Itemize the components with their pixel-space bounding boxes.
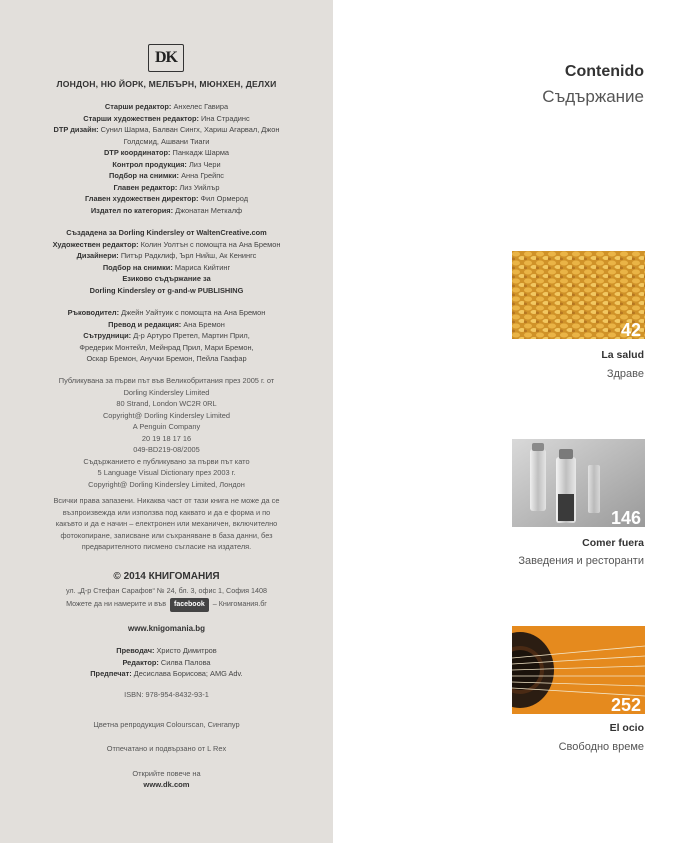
find-us-text: Можете да ни намерите и във [66, 599, 167, 608]
dk-website[interactable]: www.dk.com [143, 780, 190, 789]
publisher-website[interactable]: www.knigomania.bg [127, 624, 206, 633]
text-line: 049-BD219-08/2005 [133, 445, 200, 454]
credit-line [0, 227, 333, 239]
contents-title: Contenido [564, 63, 644, 80]
credit-line [0, 668, 333, 680]
dk-logo: DK [148, 44, 184, 72]
credit-line [0, 159, 333, 171]
credits-block-4 [0, 645, 333, 680]
credit-role: Ръководител: [67, 308, 120, 317]
credit-role: Сътрудници: [83, 331, 132, 340]
printing-repro: Цветна репродукция Colourscan, Сингапур [93, 720, 240, 729]
text-line: Всички права запазени. Никаква част от тази книга не може да се [53, 496, 280, 505]
credit-role: Предпечат: [90, 669, 132, 678]
text-line: Публикувана за първи път във Великобритания през 2005 г. от [58, 376, 275, 385]
credit-name: Ина Страдинс [198, 113, 250, 123]
section-health-title[interactable]: La salud [601, 349, 644, 361]
text-line: предварителното писмено съгласие на издателя. [81, 542, 252, 551]
credit-name: Христо Димитров [154, 646, 217, 655]
section-health-page: 42 [620, 320, 641, 339]
section-leisure-subtitle: Свободно време [558, 741, 644, 753]
credit-name: Д-р Артуро Претел, Мартин Прил, [131, 331, 250, 340]
section-eating-out-page: 146 [610, 508, 641, 527]
credit-name: Панкадж Шарма [170, 148, 230, 157]
facebook-page-name: – Книгомания.бг [212, 599, 267, 608]
credit-name: Анхелес Гавира [171, 102, 229, 111]
credit-line [0, 205, 333, 217]
credit-line [0, 262, 333, 274]
text-line: Copyright@ Dorling Kindersley Limited [102, 410, 231, 420]
credit-line [0, 285, 333, 297]
credit-line [0, 273, 333, 285]
contents-page [333, 0, 700, 843]
credit-name: Питър Радклиф, Ърл Нийш, Ак Кенингс [118, 251, 257, 260]
section-health-image[interactable] [512, 251, 645, 339]
publisher-cities: ЛОНДОН, НЮ ЙОРК, МЕЛБЪРН, МЮНХЕН, ДЕЛХИ [56, 79, 277, 89]
credit-line [0, 101, 333, 113]
contents-subtitle: Съдържание [542, 87, 644, 106]
credit-name: Лиз Чери [186, 159, 221, 169]
credit-name: Анна Грейпс [179, 171, 224, 180]
credit-role: Езиково съдържание за [122, 274, 211, 283]
credit-role: Подбор на снимки: [102, 262, 173, 272]
credit-line [0, 250, 333, 262]
credit-name: Лиз Уийлър [177, 182, 220, 192]
credit-line [0, 319, 333, 331]
credit-role: Превод и редакция: [108, 319, 182, 329]
discover-text: Открийте повече на [132, 769, 201, 778]
section-eating-out-title[interactable]: Comer fuera [582, 537, 644, 549]
imprint-page [0, 0, 333, 843]
text-line: 20 19 18 17 16 [141, 433, 192, 443]
section-leisure-page: 252 [610, 695, 641, 714]
credit-role: Издател по категория: [90, 205, 174, 215]
credit-role: Главен редактор: [113, 182, 178, 192]
text-line: Dorling Kindersley Limited [123, 387, 210, 397]
facebook-badge[interactable]: facebook [170, 598, 209, 612]
credit-name: Фредерик Монтейл, Мейнрад Прил, Мари Бремон, [79, 342, 254, 352]
credit-role: Преводач: [116, 646, 155, 655]
text-line: какъвто и да е начин – електронен или механичен, включително [55, 519, 278, 528]
section-eating-out-subtitle: Заведения и ресторанти [518, 555, 644, 567]
credit-line [0, 147, 333, 159]
credit-role: Dorling Kindersley от g-and-w PUBLISHING [89, 285, 244, 295]
credit-role: Старши редактор: [104, 102, 172, 111]
credit-name: Ана Бремон [181, 319, 225, 329]
credit-name: Джонатан Меткалф [173, 205, 243, 215]
credit-role: Главен художествен директор: [84, 194, 199, 203]
text-line: Съдържанието е публикувано за първи път като [83, 456, 250, 466]
credit-line [0, 136, 333, 148]
credit-name: Голдсмид, Ашвани Тиаги [123, 136, 210, 146]
credit-role: DTP координатор: [103, 148, 171, 157]
credits-block-2 [0, 227, 333, 296]
section-leisure-image[interactable] [512, 626, 645, 714]
credit-name: Силва Палова [158, 657, 211, 667]
credit-role: Художествен редактор: [52, 239, 139, 249]
publication-info [0, 375, 333, 490]
credit-name: Оскар Бремон, Анучки Бремон, Пейла Гаафар [86, 354, 247, 363]
credits-block-3 [0, 307, 333, 365]
isbn: ISBN: 978-954-8432-93-1 [124, 690, 209, 699]
credit-role: Старши художествен редактор: [83, 113, 199, 123]
text-line: 5 Language Visual Dictionary през 2003 г. [97, 468, 236, 477]
text-line: A Penguin Company [132, 422, 201, 431]
credit-role: Контрол продукция: [112, 159, 187, 169]
publisher-copyright: © 2014 КНИГОМАНИЯ [113, 571, 220, 582]
credit-role: DTP дизайн: [53, 125, 99, 134]
credit-line [0, 170, 333, 182]
credit-line [0, 124, 333, 136]
credit-name: Десислава Борисова; AMG Adv. [131, 669, 243, 678]
credit-line [0, 239, 333, 251]
credit-line [0, 307, 333, 319]
printing-bind: Отпечатано и подвързано от L Rex [106, 744, 227, 753]
text-line: Copyright@ Dorling Kindersley Limited, Лондон [88, 479, 245, 489]
rights-notice [0, 495, 333, 553]
credit-name: Джейн Уайтуик с помощта на Ана Бремон [119, 308, 266, 317]
credit-line [0, 657, 333, 669]
credit-line [0, 353, 333, 365]
credit-name: Мариса Кийтинг [172, 262, 231, 272]
text-line: 80 Strand, London WC2R 0RL [116, 399, 217, 408]
credit-name: Сунил Шарма, Балван Сингх, Хариш Агарвал, Джон [98, 125, 280, 134]
credit-line [0, 113, 333, 125]
credit-line [0, 342, 333, 354]
credit-line [0, 193, 333, 205]
section-health-subtitle: Здраве [606, 368, 644, 380]
facebook-line [0, 598, 333, 612]
text-line: възпроизвежда или използва под каквато и да е форма и по [62, 507, 271, 517]
text-line: фотокопиране, записване или съхраняване в база данни, без [60, 530, 273, 540]
credit-role: Дизайнери: [76, 251, 119, 260]
credit-role: Подбор на снимки: [109, 171, 180, 180]
credit-line [0, 182, 333, 194]
credit-role: Създадена за Dorling Kindersley от WaltenCreative.com [66, 228, 267, 237]
credit-name: Фил Ормерод [198, 194, 249, 203]
credit-role: Редактор: [122, 657, 159, 667]
credit-line [0, 330, 333, 342]
publisher-address: ул. „Д-р Стефан Сарафов“ № 24, бл. 3, офис 1, София 1408 [65, 586, 268, 595]
credits-block-1 [0, 101, 333, 216]
credit-name: Колин Уолтън с помощта на Ана Бремон [138, 239, 281, 249]
section-leisure-title[interactable]: El ocio [609, 722, 644, 734]
section-eating-out-image[interactable] [512, 439, 645, 527]
credit-line [0, 645, 333, 657]
